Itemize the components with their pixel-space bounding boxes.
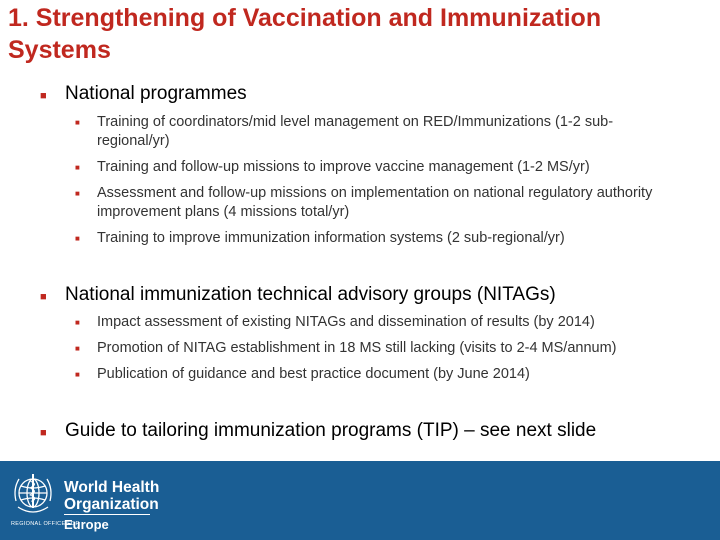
- section-heading: Guide to tailoring immunization programs (TIP) – see next slide: [65, 420, 597, 441]
- square-bullet-icon: ■: [75, 189, 80, 198]
- list-item-text: Publication of guidance and best practice document (by June 2014): [97, 366, 530, 382]
- list-item-text: Training and follow-up missions to improve vaccine management (1-2 MS/yr): [97, 159, 590, 175]
- square-bullet-icon: ■: [75, 344, 80, 353]
- list-item-text: Impact assessment of existing NITAGs and dissemination of results (by 2014): [97, 314, 595, 330]
- list-item-text: Assessment and follow-up missions on implementation on national regulatory authority improvement plans (4 missions total/yr): [97, 185, 653, 220]
- region-name: Europe: [64, 517, 109, 532]
- square-bullet-icon: ■: [40, 291, 47, 303]
- list-item-text: Training of coordinators/mid level management on RED/Immunizations (1-2 sub-regional/yr): [97, 114, 614, 149]
- org-name: World Health Organization: [64, 479, 160, 513]
- section-heading: National immunization technical advisory groups (NITAGs): [65, 284, 556, 305]
- square-bullet-icon: ■: [75, 163, 80, 172]
- square-bullet-icon: ■: [75, 118, 80, 127]
- square-bullet-icon: ■: [75, 318, 80, 327]
- office-label: REGIONAL OFFICE FOR: [11, 521, 80, 527]
- square-bullet-icon: ■: [75, 234, 80, 243]
- footer-divider: [64, 514, 150, 515]
- list-item-text: Training to improve immunization information systems (2 sub-regional/yr): [97, 230, 565, 246]
- footer-banner: [0, 461, 720, 540]
- list-item-text: Promotion of NITAG establishment in 18 MS still lacking (visits to 2-4 MS/annum): [97, 340, 617, 356]
- who-emblem-icon: [10, 471, 56, 519]
- square-bullet-icon: ■: [75, 370, 80, 379]
- square-bullet-icon: ■: [40, 427, 47, 439]
- square-bullet-icon: ■: [40, 90, 47, 102]
- slide-title: 1. Strengthening of Vaccination and Immunization Systems: [8, 4, 602, 64]
- section-heading: National programmes: [65, 83, 247, 104]
